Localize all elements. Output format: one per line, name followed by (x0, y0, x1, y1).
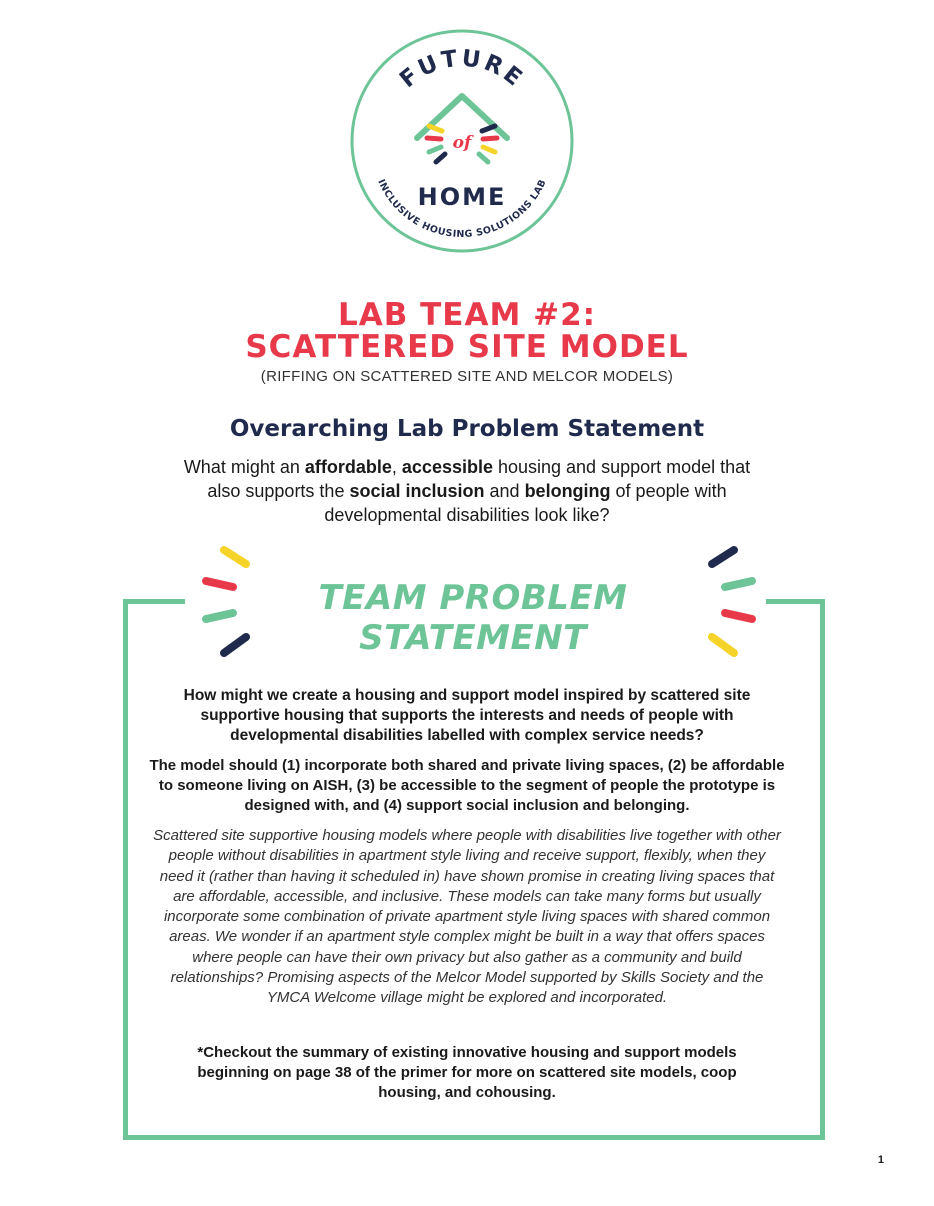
logo-word-bottom: HOME (417, 183, 507, 211)
checkout-note: *Checkout the summary of existing innovative housing and support models beginning on page 38 of the primer for more on scattered site models, coop housing, and cohousing. (197, 1044, 737, 1101)
page-title-line-2: SCATTERED SITE MODEL (245, 329, 689, 365)
logo-word-of: of (452, 133, 472, 153)
team-problem-heading: TEAM PROBLEM STATEMENT (318, 578, 628, 658)
future-of-home-logo (349, 28, 575, 254)
logo-ring-text: INCLUSIVE HOUSING SOLUTIONS LAB (375, 177, 549, 241)
house-roof-icon (417, 96, 507, 138)
overarching-statement: What might an affordable, accessible housing and support model that also supports the social inclusion and belonging of people with developmental disabilities look like? (183, 457, 751, 525)
page-subtitle: (RIFFING ON SCATTERED SITE AND MELCOR MODELS) (260, 368, 674, 385)
overarching-heading: Overarching Lab Problem Statement (229, 416, 705, 442)
model-requirements: The model should (1) incorporate both shared and private living spaces, (2) be affordable to someone living on AISH, (3) be accessible to the segment of people the prototype is designed with, and (4) support social inclusion and belonging. (149, 757, 785, 814)
frame-top-left (123, 599, 185, 604)
team-question: How might we create a housing and support model inspired by scattered site supportive housing that supports the interests and needs of people with developmental disabilities labelled with complex service needs? (183, 687, 751, 744)
frame-bottom (123, 1135, 825, 1140)
page-number: 1 (877, 1154, 884, 1166)
logo-word-top: FUTURE (395, 45, 529, 94)
frame-top-right (766, 599, 825, 604)
page-title-line-1: LAB TEAM #2: (337, 297, 597, 333)
frame-right (820, 599, 825, 1140)
scattered-site-description: Scattered site supportive housing models where people with disabilities live together with other people without disabilities in apartment style living and receive support, flexibly, when they need it (rather than having it scheduled in) have shown promise in creating living spaces that are affordable, accessible, and inclusive. These models can take many forms but usually incorporate some combination of private apartment style living spaces with shared common areas. We wonder if an apartment style complex might be built in a way that offers spaces where people can have their own privacy but also gather as a community and build relationships? Promising aspects of the Melcor Model supported by Skills Society and the YMCA Welcome village might be explored and incorporated. (153, 827, 781, 1007)
frame-left (123, 599, 128, 1140)
